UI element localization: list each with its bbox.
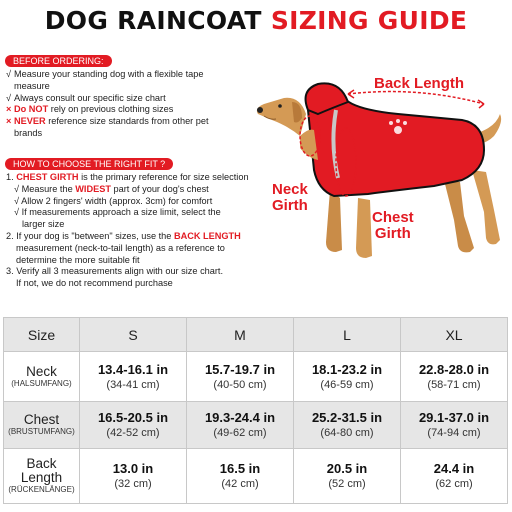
- check-icon: √: [14, 183, 20, 194]
- before-ordering-list: [6, 69, 209, 140]
- size-table: [3, 317, 508, 504]
- list-item: measurement (neck-to-tail length) as a reference to: [16, 242, 225, 253]
- check-icon: √: [14, 195, 20, 206]
- list-item: √ If measurements approach a size limit, select the: [14, 207, 221, 218]
- list-item: 3. Verify all 3 measurements align with our size chart.: [6, 266, 224, 277]
- row-label: Neck (HALSUMFANG): [4, 352, 80, 402]
- list-item: √ Measure the WIDEST part of your dog's chest: [14, 183, 209, 194]
- table-cell: 24.4 in (62 cm): [401, 449, 508, 504]
- table-header-row: [4, 318, 508, 352]
- list-item: × NEVER reference size standards from other pet: [6, 116, 209, 127]
- chest-girth-label: Chest Girth: [372, 209, 414, 242]
- cross-icon: ×: [6, 116, 12, 127]
- list-item: √ Measure your standing dog with a flexible tape: [6, 69, 204, 79]
- table-cell: 25.2-31.5 in (64-80 cm): [294, 402, 401, 449]
- check-icon: √: [14, 207, 20, 218]
- table-cell: 20.5 in (52 cm): [294, 449, 401, 504]
- fit-list: [6, 172, 249, 290]
- back-length-arrow: [348, 92, 484, 104]
- table-header-cell: Size: [4, 318, 80, 352]
- list-item: brands: [14, 127, 43, 138]
- neck-girth-label: Neck Girth: [272, 181, 308, 214]
- row-label: Chest (BRUSTUMFANG): [4, 402, 80, 449]
- list-item: √ Always consult our specific size chart: [6, 92, 166, 103]
- table-row: [4, 402, 508, 449]
- list-item: larger size: [22, 219, 65, 230]
- before-ordering-header: BEFORE ORDERING:: [5, 55, 112, 67]
- table-header-cell: S: [80, 318, 187, 352]
- table-header-cell: L: [294, 318, 401, 352]
- list-item: If not, we do not recommend purchase: [16, 278, 173, 289]
- table-cell: 29.1-37.0 in (74-94 cm): [401, 402, 508, 449]
- fit-header: HOW TO CHOOSE THE RIGHT FIT ?: [5, 158, 173, 170]
- check-icon: √: [6, 69, 12, 79]
- back-length-label: Back Length: [374, 75, 465, 92]
- table-header-cell: M: [187, 318, 294, 352]
- row-label: Back Length (RÜCKENLÄNGE): [4, 449, 80, 504]
- list-item: 1. CHEST GIRTH is the primary reference for size selection: [6, 172, 249, 182]
- table-cell: 19.3-24.4 in (49-62 cm): [187, 402, 294, 449]
- list-item: determine the more suitable fit: [16, 254, 140, 265]
- page-title: [0, 6, 512, 35]
- table-cell: 13.0 in (32 cm): [80, 449, 187, 504]
- table-cell: 15.7-19.7 in (40-50 cm): [187, 352, 294, 402]
- cross-icon: ×: [6, 104, 12, 115]
- table-cell: 22.8-28.0 in (58-71 cm): [401, 352, 508, 402]
- check-icon: √: [6, 92, 12, 103]
- dog-illustration: [248, 70, 510, 270]
- table-header-cell: XL: [401, 318, 508, 352]
- table-cell: 16.5 in (42 cm): [187, 449, 294, 504]
- table-row: [4, 449, 508, 504]
- table-cell: 13.4-16.1 in (34-41 cm): [80, 352, 187, 402]
- list-item: √ Allow 2 fingers' width (approx. 3cm) for comfort: [14, 195, 213, 206]
- table-cell: 16.5-20.5 in (42-52 cm): [80, 402, 187, 449]
- table-cell: 18.1-23.2 in (46-59 cm): [294, 352, 401, 402]
- table-row: [4, 352, 508, 402]
- list-item: measure: [14, 80, 50, 91]
- list-item: 2. If your dog is "between" sizes, use the BACK LENGTH: [6, 230, 241, 241]
- title-part1: DOG RAINCOAT: [44, 6, 262, 35]
- list-item: × Do NOT rely on previous clothing sizes: [6, 104, 174, 115]
- title-part2: SIZING GUIDE: [270, 6, 468, 35]
